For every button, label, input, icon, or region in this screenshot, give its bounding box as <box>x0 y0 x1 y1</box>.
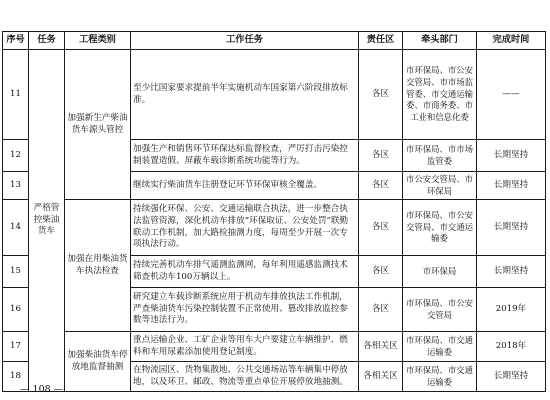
work-cell: 至少比国家要求提前半年实施机动车国家第六阶段排放标准。 <box>131 50 359 140</box>
category-cell: 加强在用柴油货车执法检查 <box>65 200 131 332</box>
time-cell: —— <box>477 50 546 140</box>
work-cell: 重点运输企业、工矿企业等用车大户要建立车辆维护、燃料和车用尿素添加使用登记制度。 <box>131 332 359 362</box>
dept-cell: 市环保局、市公安交管局、市交通运输委 <box>403 200 477 256</box>
row-no: 11 <box>3 50 29 140</box>
row-no: 14 <box>3 200 29 256</box>
work-cell: 研究建立车载诊断系统应用于机动车排放执法工作机制，严查柴油货车污染控制装置不正常使用、篡改排放监控参数等违法行为。 <box>131 288 359 332</box>
area-cell: 各区 <box>359 50 403 140</box>
dept-cell: 市环保局、市交通运输委 <box>403 362 477 392</box>
work-cell: 持续完善机动车排气遥测监测网，每年利用遥感监测技术筛查机动车100万辆以上。 <box>131 256 359 288</box>
row-no: 18 <box>3 362 29 392</box>
table-header-row <box>3 32 546 50</box>
time-cell: 长期坚持 <box>477 140 546 172</box>
header-work: 工作任务 <box>131 32 359 50</box>
work-cell: 继续实行柴油货车注册登记环节环保审核全覆盖。 <box>131 172 359 200</box>
time-cell: 2019年 <box>477 288 546 332</box>
task-group-cell: 严格管控柴油货车 <box>29 50 65 392</box>
dept-cell: 市环保局、市公安交管局、市市场监管委、市交通运输委、市商务委、市工业和信息化委 <box>403 50 477 140</box>
dept-cell: 市公安交管局、市环保局 <box>403 172 477 200</box>
dept-cell: 市环保局、市市场监管委 <box>403 140 477 172</box>
dept-cell: 市环保局、市公安交管局 <box>403 288 477 332</box>
table-row <box>3 200 546 256</box>
area-cell: 各区 <box>359 288 403 332</box>
area-cell: 各区 <box>359 200 403 256</box>
header-area: 责任区 <box>359 32 403 50</box>
page-number: — 108 — <box>20 384 64 395</box>
row-no: 12 <box>3 140 29 172</box>
category-cell: 加强柴油货车停放地监督抽测 <box>65 332 131 392</box>
time-cell: 长期坚持 <box>477 362 546 392</box>
row-no: 13 <box>3 172 29 200</box>
row-no: 17 <box>3 332 29 362</box>
header-category: 工程类别 <box>65 32 131 50</box>
time-cell: 长期坚持 <box>477 200 546 256</box>
time-cell: 长期坚持 <box>477 172 546 200</box>
area-cell: 各区 <box>359 172 403 200</box>
work-cell: 加强生产和销售环节环保达标监督检查，严厉打击污染控制装置造假、屏蔽车载诊断系统功能等行为。 <box>131 140 359 172</box>
work-cell: 在物流园区、货物集散地、公共交通场站等车辆集中停放地，以及环卫、邮政、物流等重点单位开展停放地抽测。 <box>131 362 359 392</box>
header-time: 完成时间 <box>477 32 546 50</box>
category-cell: 加强新生产柴油货车源头管控 <box>65 50 131 200</box>
header-dept: 牵头部门 <box>403 32 477 50</box>
area-cell: 各区 <box>359 140 403 172</box>
area-cell: 各区 <box>359 256 403 288</box>
dept-cell: 市环保局 <box>403 256 477 288</box>
area-cell: 各相关区 <box>359 362 403 392</box>
row-no: 16 <box>3 288 29 332</box>
table-row <box>3 50 546 140</box>
row-no: 15 <box>3 256 29 288</box>
task-table <box>2 31 546 392</box>
dept-cell: 市环保局、市交通运输委 <box>403 332 477 362</box>
header-no: 序号 <box>3 32 29 50</box>
time-cell: 长期坚持 <box>477 256 546 288</box>
table-row <box>3 332 546 362</box>
area-cell: 各相关区 <box>359 332 403 362</box>
header-task: 任务 <box>29 32 65 50</box>
work-cell: 持续强化环保、公安、交通运输联合执法，进一步整合执法监管资源，深化机动车排放“环保取证、公安处罚”联勤联动工作机制，加大路检抽测力度，每周至少开展一次专项执法行动。 <box>131 200 359 256</box>
time-cell: 2018年 <box>477 332 546 362</box>
